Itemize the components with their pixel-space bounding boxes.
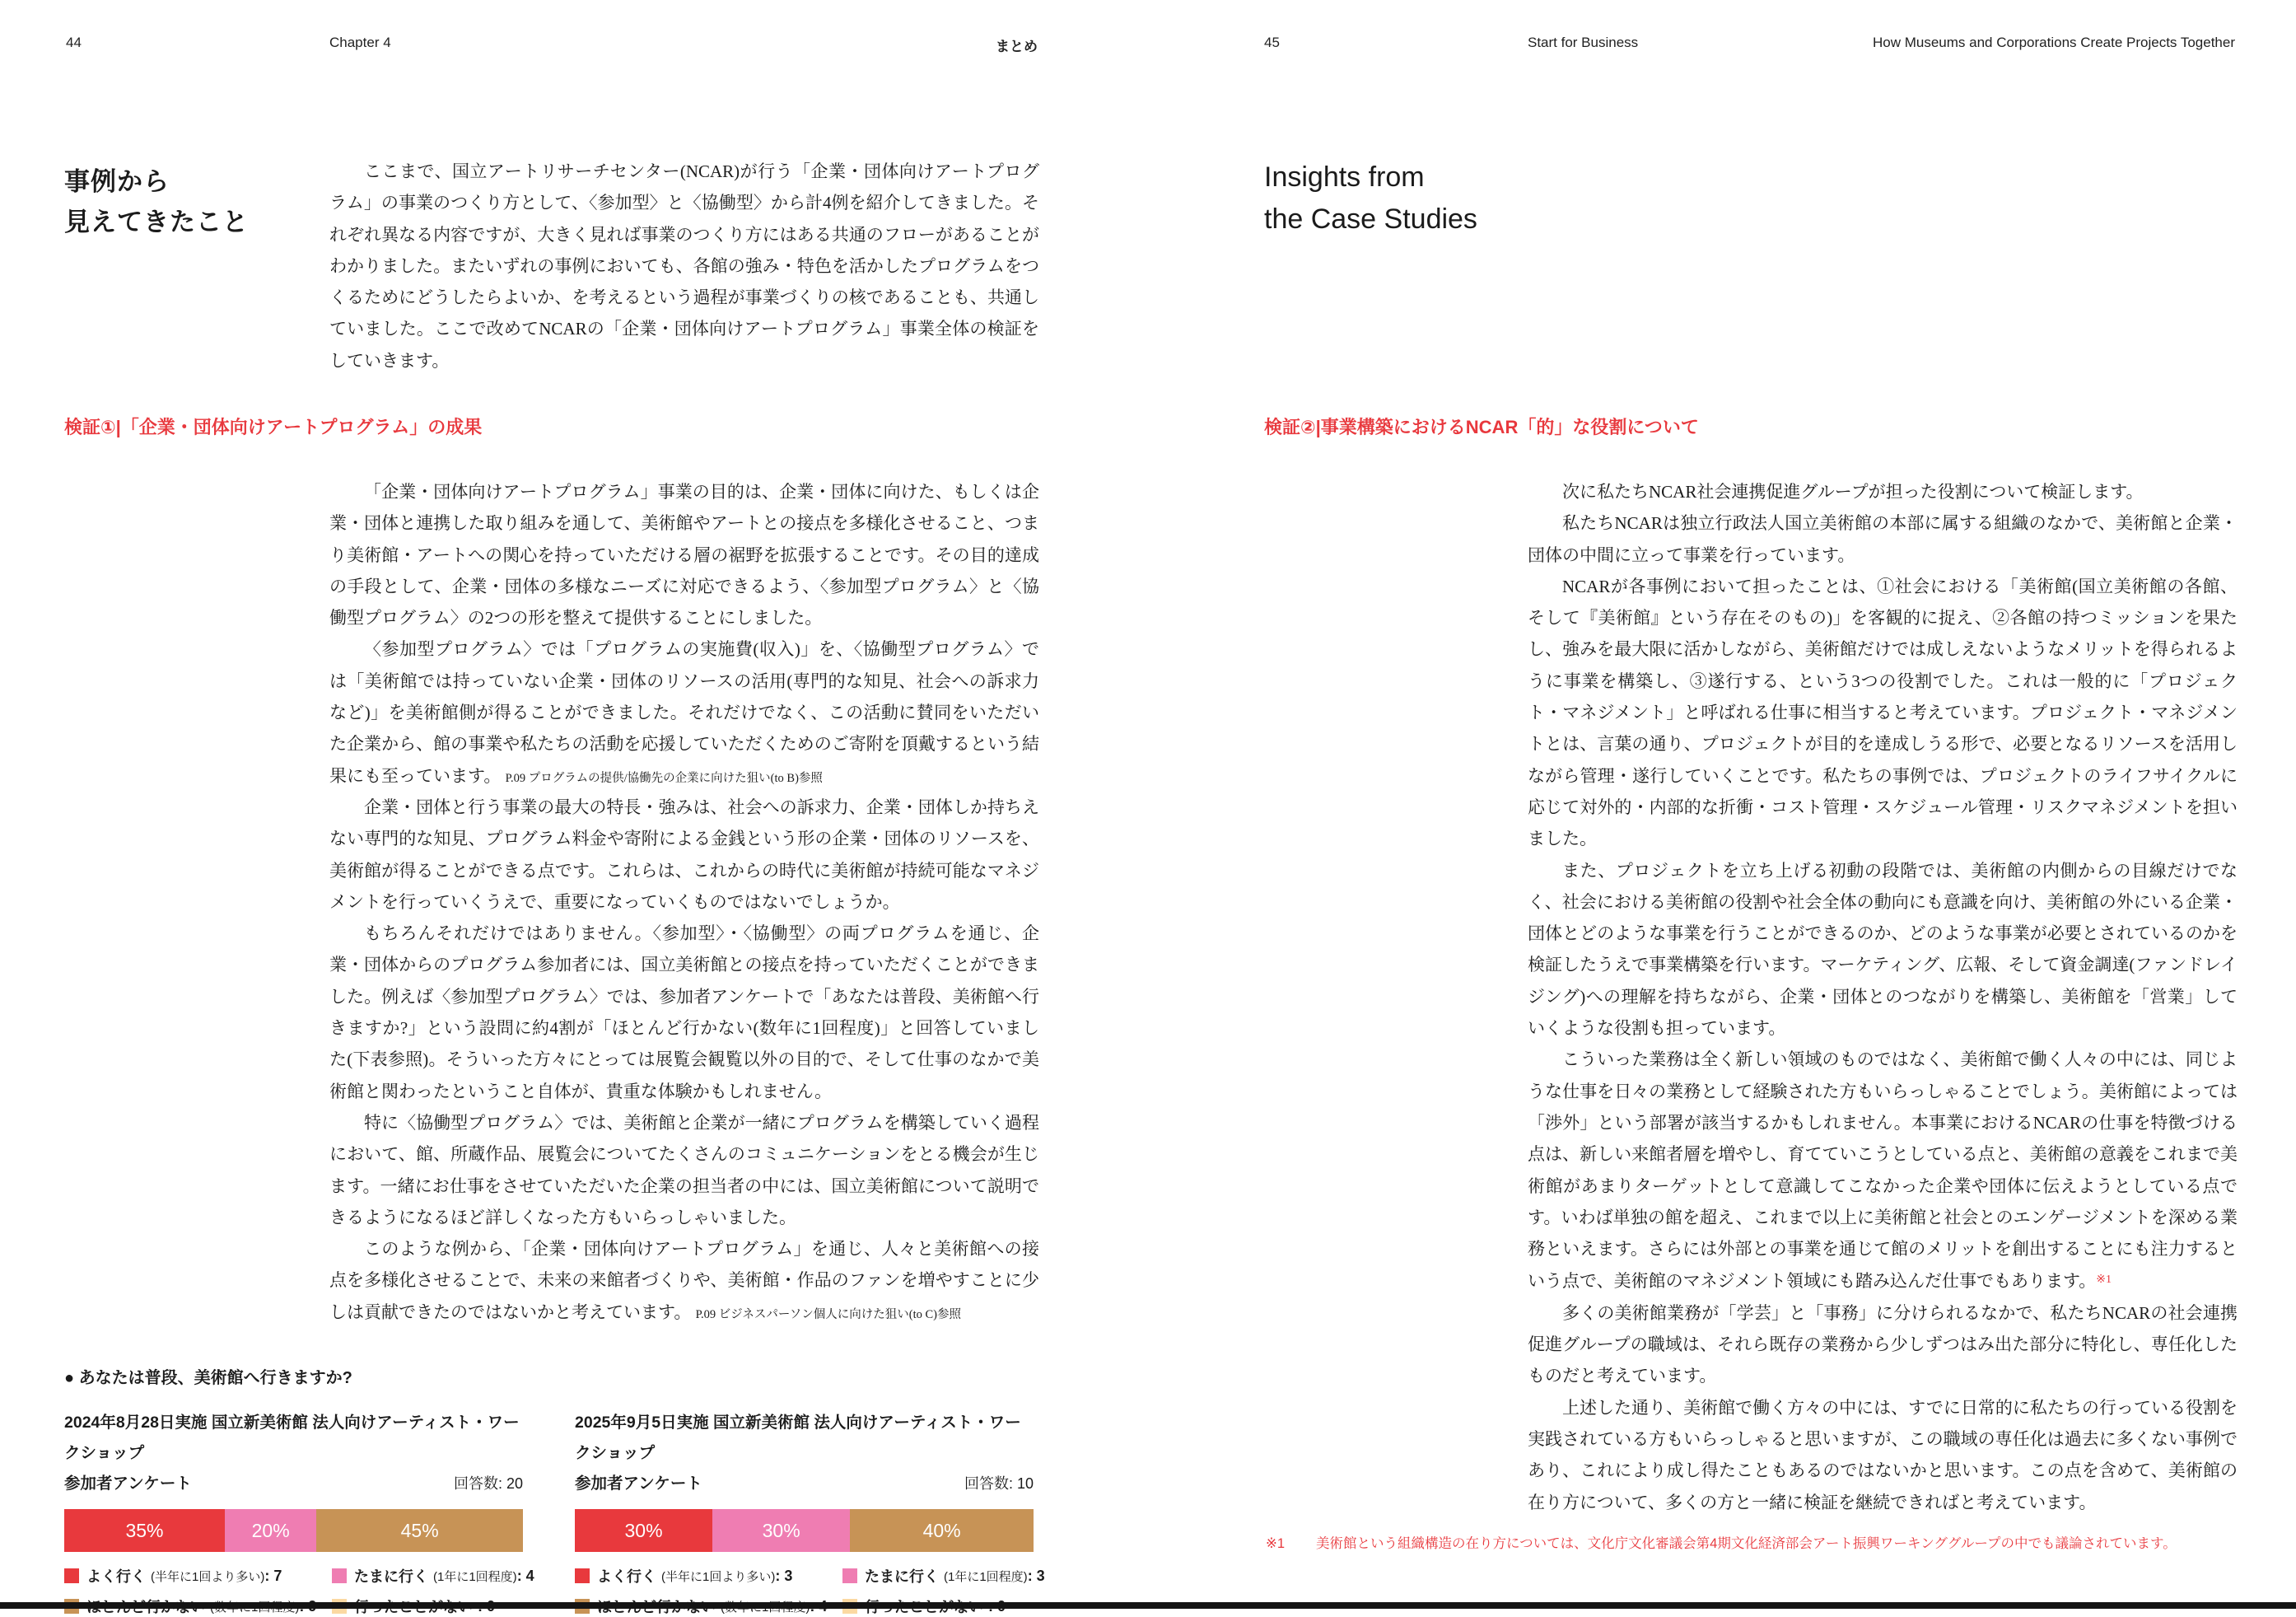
page-title-en-line1: Insights from bbox=[1264, 161, 1425, 193]
survey-chart-2025 bbox=[575, 1408, 1045, 1617]
legend-item: たまに行く (1年に1回程度) : 4 bbox=[332, 1565, 534, 1587]
body-paragraph: もちろんそれだけではありません。〈参加型〉・〈協働型〉の両プログラムを通じ、企業・団体からのプログラム参加者には、国立美術館との接点を持っていただくことができました。例えば〈参加型プログラム〉では、参加者アンケートで「あなたは普段、美術館へ行きますか?」という設問に約4割が「ほとんど行かない(数年に1回程度)」と回答していました(下表参照)。そういった方々にとっては展覧会観覧以外の目的で、そして仕事のなかで美術館と関わったということ自体が、貴重な体験かもしれません。 bbox=[329, 923, 1039, 1101]
body-paragraph: 私たちNCARは独立行政法人国立美術館の本部に属する組織のなかで、美術館と企業・団体の中間に立って事業を行っています。 bbox=[1528, 513, 2238, 565]
chart-caption: 2025年9月5日実施 国立新美術館 法人向けアーティスト・ワークショップ bbox=[575, 1414, 1021, 1462]
body-paragraph: このような例から、「企業・団体向けアートプログラム」を通じ、人々と美術館への接点を多様化させることで、未来の来館者づくりや、美術館・作品のファンを増やすことに少しは貢献できたのではないかと考えています。 P.09 ビジネスパーソン個人に向けた狙い(to C)参照 bbox=[329, 1239, 1039, 1322]
body-column-right bbox=[1528, 476, 2238, 1518]
page-title-en-line2: the Case Studies bbox=[1264, 203, 1477, 235]
section-heading-2: 検証②|事業構築におけるNCAR「的」な役割について bbox=[1264, 417, 1699, 437]
body-paragraph: 「企業・団体向けアートプログラム」事業の目的は、企業・団体に向けた、もしくは企業・団体と連携した取り組みを通して、美術館やアートとの接点を多様化させること、つまり美術館・アートへの関心を持っていただける層の裾野を拡張することです。その目的達成の手段として、企業・団体の多様なニーズに対応できるよう、〈参加型プログラム〉と〈協働型プログラム〉の2つの形を整えて提供することにしました。 bbox=[329, 482, 1039, 629]
legend-swatch bbox=[332, 1568, 347, 1583]
page-title-line2: 見えてきたこと bbox=[64, 208, 249, 236]
chart-caption-row2: 参加者アンケート 回答数: 20 bbox=[64, 1469, 523, 1499]
survey-chart-2024 bbox=[64, 1408, 534, 1617]
bar-segment: 45% bbox=[316, 1509, 523, 1552]
page-title-en bbox=[1264, 157, 1477, 241]
running-subtitle: How Museums and Corporations Create Projects Together bbox=[1872, 35, 2235, 50]
running-section: まとめ bbox=[996, 39, 1038, 54]
page-number-left: 44 bbox=[66, 35, 82, 50]
body-paragraph: 企業・団体と行う事業の最大の特長・強みは、社会への訴求力、企業・団体しか持ちえない専門的な知見、プログラム料金や寄附による金銭という形の企業・団体のリソースを、美術館が得ることができる点です。これらは、これからの時代に美術館が持続可能なマネジメントを行っていくうえで、重要になっていくものではないでしょうか。 bbox=[329, 797, 1039, 912]
survey-question: ● あなたは普段、美術館へ行きますか? bbox=[64, 1369, 352, 1387]
bar-segment: 35% bbox=[64, 1509, 225, 1552]
body-paragraph: 特に〈協働型プログラム〉では、美術館と企業が一緒にプログラムを構築していく過程において、館、所蔵作品、展覧会についてたくさんのコミュニケーションをとる機会が生じます。一緒にお仕事をさせていただいた企業の担当者の中には、国立美術館について説明できるようになるほど詳しくなった方もいらっしゃいました。 bbox=[329, 1112, 1039, 1227]
bottom-edge-bar bbox=[0, 1602, 2296, 1609]
page-title-line1: 事例から bbox=[64, 167, 170, 196]
legend-swatch bbox=[842, 1568, 857, 1583]
body-paragraph: こういった業務は全く新しい領域のものではなく、美術館で働く人々の中には、同じような仕事を日々の業務として経験された方もいらっしゃることでしょう。美術館によっては「渉外」という部署が該当するかもしれません。本事業におけるNCARの仕事を特徴づける点は、新しい来館者層を増やし、育てていこうとしている点と、美術館の意義をこれまで美術館があまりターゲットとして意識してこなかった企業や団体に伝えようとしている点です。いわば単独の館を超え、これまで以上に美術館と社会とのエンゲージメントを深める業務といえます。さらには外部との事業を通じて館のメリットを創出することにも注力するという点で、美術館のマネジメント領域にも踏み込んだ仕事でもあります。$^{※1}$ bbox=[1528, 1049, 2238, 1292]
running-chapter: Chapter 4 bbox=[329, 35, 391, 50]
chart-legend bbox=[575, 1565, 1045, 1617]
body-paragraph: 上述した通り、美術館で働く方々の中には、すでに日常的に私たちの行っている役割を実践されている方もいらっしゃると思いますが、この職域の専任化は過去に多くない事例であり、これにより成し得たこともあるのではないかと思います。この点を含めて、美術館の在り方について、多くの方と一緒に検証を継続できればと考えています。 bbox=[1528, 1397, 2238, 1512]
body-column-left bbox=[329, 476, 1039, 1328]
page-left bbox=[0, 0, 1148, 1609]
body-paragraph: 次に私たちNCAR社会連携促進グループが担った役割について検証します。 bbox=[1562, 482, 2144, 502]
body-paragraph: 〈参加型プログラム〉では「プログラムの実施費(収入)」を、〈協働型プログラム〉では「美術館では持っていない企業・団体のリソースの活用(専門的な知見、社会への訴求力など)」を美術館側が得ることができました。それだけでなく、この活動に賛同をいただいた企業から、館の事業や私たちの活動を応援していただくためのご寄附を頂戴するという結果にも至っています。 P.09 プログラムの提供/協働先の企業に向けた狙い(to B)参照 bbox=[329, 639, 1039, 786]
page-number-right: 45 bbox=[1264, 35, 1280, 50]
legend-swatch bbox=[64, 1568, 79, 1583]
footnote-marker: ※1 bbox=[1266, 1536, 1286, 1551]
bar-segment: 30% bbox=[712, 1509, 850, 1552]
footnote-text: 美術館という組織構造の在り方については、文化庁文化審議会第4期文化経済部会アート振興ワーキンググループの中でも議論されています。 bbox=[1316, 1536, 2177, 1551]
chart-caption: 2024年8月28日実施 国立新美術館 法人向けアーティスト・ワークショップ bbox=[64, 1414, 520, 1462]
legend-item: よく行く (半年に1回より多い) : 3 bbox=[575, 1565, 842, 1587]
section-heading-1: 検証①|「企業・団体向けアートプログラム」の成果 bbox=[64, 417, 483, 437]
legend-item: たまに行く (1年に1回程度) : 3 bbox=[842, 1565, 1045, 1587]
respondents-count: 回答数: 20 bbox=[453, 1475, 523, 1492]
chart-legend bbox=[64, 1565, 534, 1617]
legend-item: よく行く (半年に1回より多い) : 7 bbox=[64, 1565, 332, 1587]
page-title bbox=[64, 161, 249, 242]
page-reference: P.09 ビジネスパーソン個人に向けた狙い(to C)参照 bbox=[695, 1307, 962, 1321]
chart-caption-row2: 参加者アンケート 回答数: 10 bbox=[575, 1469, 1034, 1499]
body-paragraph: また、プロジェクトを立ち上げる初動の段階では、美術館の内側からの目線だけでなく、社会における美術館の役割や社会全体の動向にも意識を向け、美術館の外にいる企業・団体とどのような事業を行うことができるのか、どのような事業が必要とされているのかを検証したうえで事業構築を行います。マーケティング、広報、そして資金調達(ファンドレイジング)への理解を持ちながら、企業・団体とのつながりを構築し、美術館を「営業」していくような役割も担っています。 bbox=[1528, 860, 2238, 1039]
bar-segment: 40% bbox=[850, 1509, 1034, 1552]
page-reference: P.09 プログラムの提供/協働先の企業に向けた狙い(to B)参照 bbox=[505, 771, 823, 785]
survey-charts-row bbox=[64, 1408, 1045, 1617]
intro-paragraph: ここまで、国立アートリサーチセンター(NCAR)が行う「企業・団体向けアートプログラム」の事業のつくり方として、〈参加型〉と〈協働型〉から計4例を紹介してきました。それぞれ異なる内容ですが、大きく見れば事業のつくり方にはある共通のフローがあることがわかりました。またいずれの事例においても、各館の強み・特色を活かしたプログラムをつくるためにどうしたらよいか、を考えるという過程が事業づくりの核であることも、共通していました。ここで改めてNCARの「企業・団体向けアートプログラム」事業全体の検証をしていきます。 bbox=[329, 161, 1039, 371]
legend-swatch bbox=[575, 1568, 590, 1583]
stacked-bar bbox=[575, 1509, 1034, 1552]
running-title: Start for Business bbox=[1528, 35, 1639, 50]
body-paragraph: NCARが各事例において担ったことは、①社会における「美術館(国立美術館の各館、そして『美術館』という存在そのもの)」を客観的に捉え、②各館の持つミッションを果たし、強みを最大限に活かしながら、美術館だけでは成しえないようなメリットを得られるように事業を構築し、③遂行する、という3つの役割でした。これは一般的に「プロジェクト・マネジメント」と呼ばれる仕事に相当すると考えています。プロジェクト・マネジメントとは、言葉の通り、プロジェクトが目的を達成しうる形で、必要となるリソースを活用しながら管理・遂行していくことです。私たちの事例では、プロジェクトのライフサイクルに応じて対外的・内部的な折衝・コスト管理・スケジュール管理・リスクマネジメントを担いました。 bbox=[1528, 576, 2238, 849]
bar-segment: 20% bbox=[225, 1509, 316, 1552]
stacked-bar bbox=[64, 1509, 523, 1552]
bar-segment: 30% bbox=[575, 1509, 712, 1552]
footnote bbox=[1266, 1534, 2266, 1554]
body-paragraph: 多くの美術館業務が「学芸」と「事務」に分けられるなかで、私たちNCARの社会連携促進グループの職域は、それら既存の業務から少しずつはみ出た部分に特化し、専任化したものだと考えています。 bbox=[1528, 1302, 2238, 1386]
respondents-count: 回答数: 10 bbox=[964, 1475, 1034, 1492]
footnote-marker-inline: ※1 bbox=[2096, 1274, 2112, 1287]
survey-section bbox=[64, 1364, 1045, 1617]
